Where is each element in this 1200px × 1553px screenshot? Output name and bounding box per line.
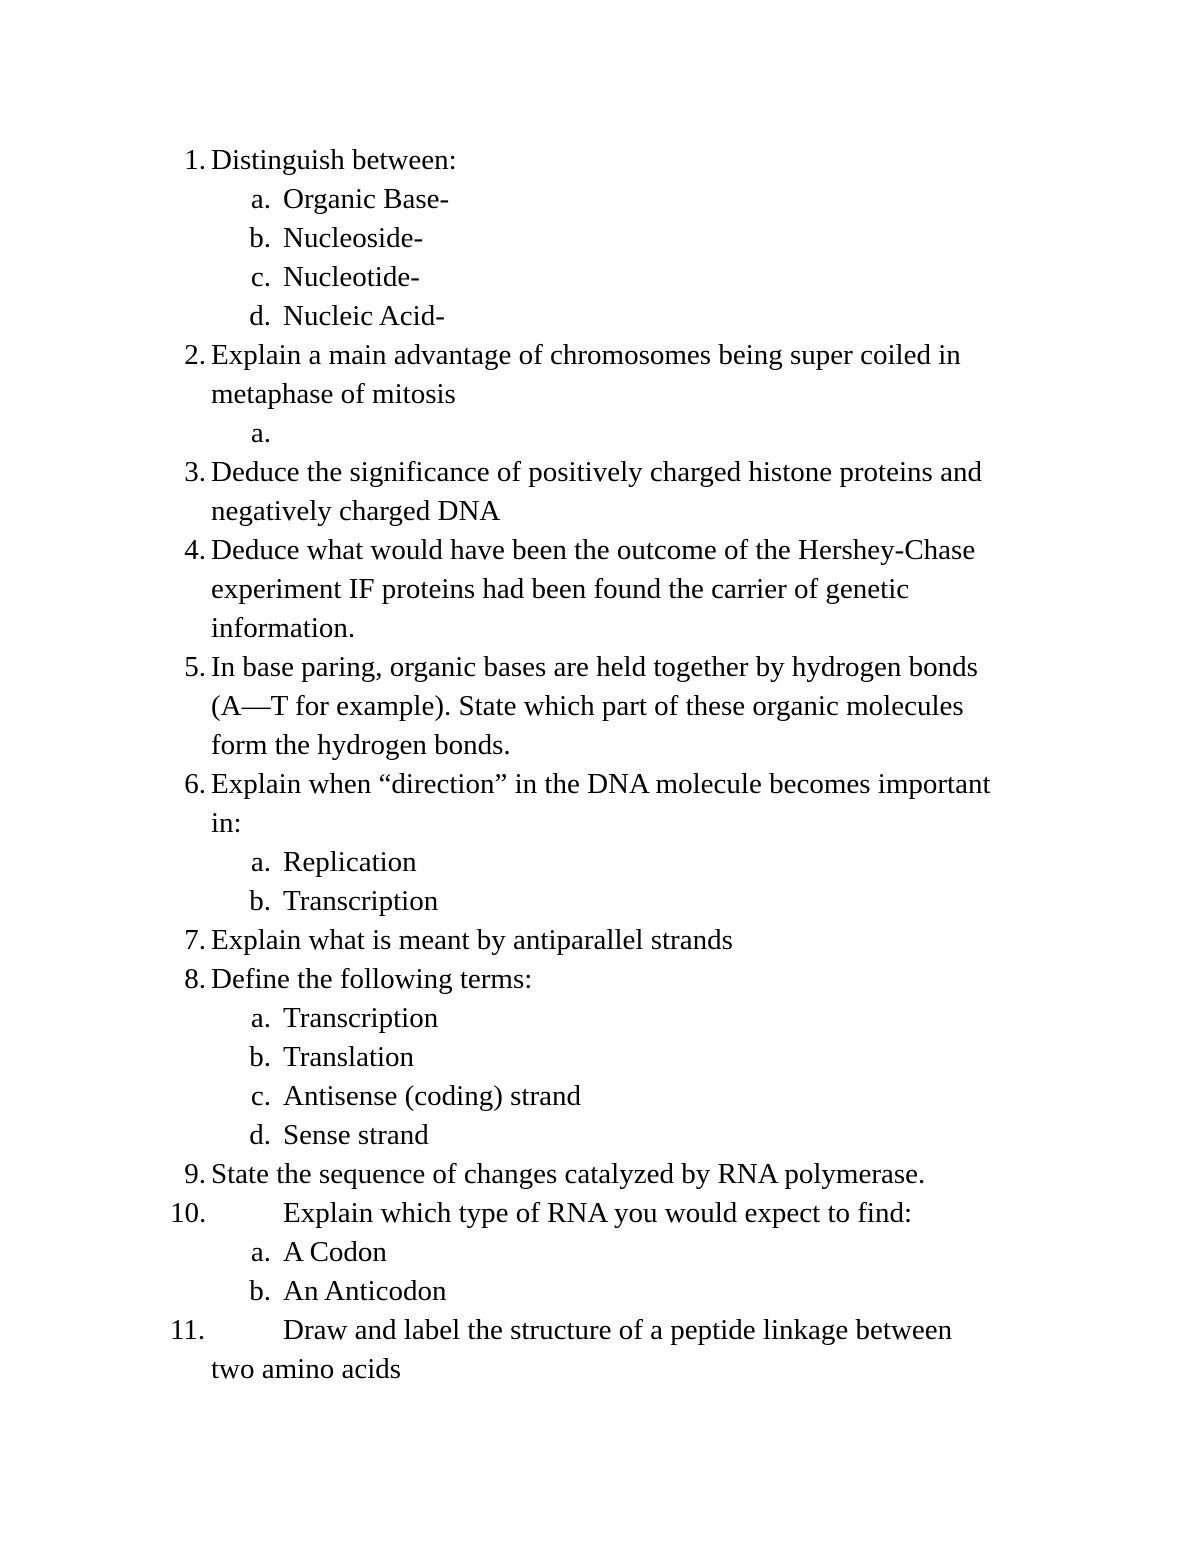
question-text: Distinguish between:	[211, 144, 457, 176]
question-text: in:	[211, 807, 242, 839]
question-text: Explain which type of RNA you would expect to find:	[283, 1197, 913, 1229]
question-text: two amino acids	[211, 1353, 402, 1385]
question-number: 9.	[184, 1158, 206, 1190]
sub-item-text: Nucleoside-	[283, 222, 424, 254]
question-number: 8.	[184, 963, 206, 995]
sub-item-label: a.	[250, 846, 271, 878]
question-text: negatively charged DNA	[211, 495, 501, 527]
question-text: Define the following terms:	[211, 963, 533, 995]
question-number: 11.	[170, 1314, 206, 1346]
sub-item-text: A Codon	[283, 1236, 387, 1268]
question-number: 10.	[170, 1197, 207, 1229]
question-number: 6.	[184, 768, 206, 800]
question-text: Deduce what would have been the outcome of the Hershey-Chase	[211, 534, 976, 566]
question-text: Deduce the significance of positively charged histone proteins and	[211, 456, 982, 488]
sub-item-label: d.	[249, 300, 271, 332]
sub-item-text: Transcription	[283, 885, 439, 917]
sub-item-label: b.	[249, 885, 271, 917]
sub-item-text: Sense strand	[283, 1119, 429, 1151]
sub-item-text: An Anticodon	[283, 1275, 447, 1307]
question-number: 3.	[184, 456, 206, 488]
question-text: experiment IF proteins had been found the carrier of genetic	[211, 573, 910, 605]
sub-item-text: Nucleic Acid-	[283, 300, 445, 332]
question-number: 1.	[184, 144, 206, 176]
sub-item-text: Nucleotide-	[283, 261, 420, 293]
sub-item-text: Translation	[283, 1041, 415, 1073]
sub-item-label: a.	[250, 417, 271, 449]
sub-item-label: b.	[249, 1275, 271, 1307]
sub-item-label: a.	[250, 1002, 271, 1034]
question-text: Explain a main advantage of chromosomes being super coiled in	[211, 339, 961, 371]
sub-item-label: a.	[250, 183, 271, 215]
question-text: State the sequence of changes catalyzed by RNA polymerase.	[211, 1158, 926, 1190]
question-text: form the hydrogen bonds.	[211, 729, 511, 761]
sub-item-text: Replication	[283, 846, 417, 878]
question-text: Explain when “direction” in the DNA molecule becomes important	[211, 768, 991, 800]
sub-item-text: Transcription	[283, 1002, 439, 1034]
question-text: metaphase of mitosis	[211, 378, 456, 410]
question-number: 7.	[184, 924, 206, 956]
sub-item-label: c.	[250, 261, 271, 293]
sub-item-label: c.	[250, 1080, 271, 1112]
sub-item-text: Antisense (coding) strand	[283, 1080, 581, 1112]
sub-item-label: b.	[249, 222, 271, 254]
question-text: Draw and label the structure of a peptide linkage between	[283, 1314, 953, 1346]
sub-item-label: b.	[249, 1041, 271, 1073]
question-text: information.	[211, 612, 356, 644]
question-number: 2.	[184, 339, 206, 371]
question-number: 4.	[184, 534, 206, 566]
sub-item-label: d.	[249, 1119, 271, 1151]
question-text: Explain what is meant by antiparallel strands	[211, 924, 733, 956]
sub-item-label: a.	[250, 1236, 271, 1268]
question-text: In base paring, organic bases are held together by hydrogen bonds	[211, 651, 978, 683]
question-number: 5.	[184, 651, 206, 683]
sub-item-text: Organic Base-	[283, 183, 450, 215]
question-text: (A—T for example). State which part of these organic molecules	[211, 690, 964, 722]
